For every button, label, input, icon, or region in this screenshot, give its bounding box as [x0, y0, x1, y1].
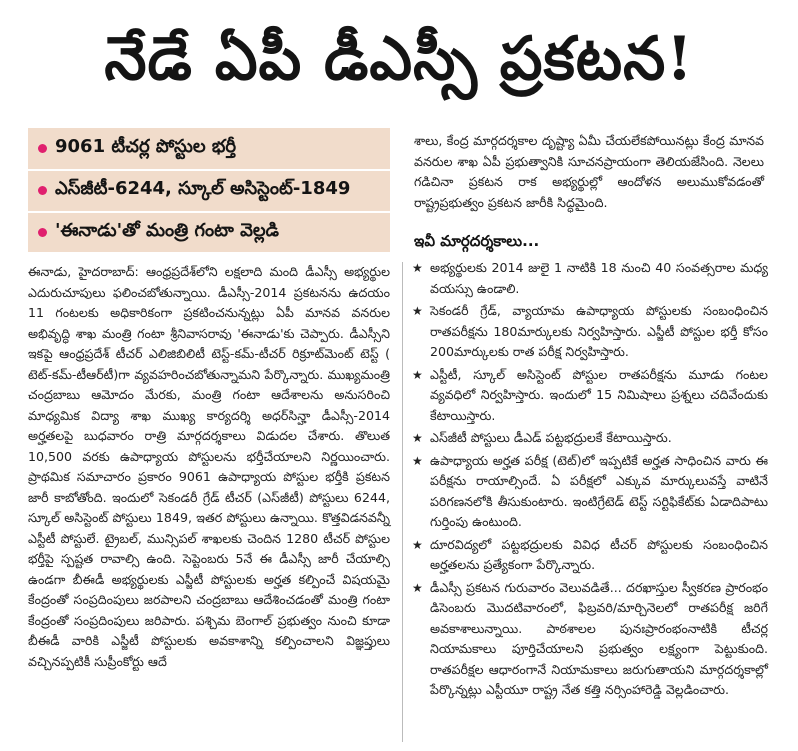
star-icon: ★ — [412, 431, 423, 445]
bullet-dot-icon — [38, 228, 47, 237]
star-icon: ★ — [412, 304, 423, 318]
highlight-text: ఎస్‌జీటీ-6244, స్కూల్ అసిస్టెంట్-1849 — [55, 177, 351, 199]
bullet-dot-icon — [38, 144, 47, 153]
guidelines-list — [412, 258, 768, 703]
guidelines-subheading: ఇవీ మార్గదర్శకాలు... — [414, 232, 540, 250]
guideline-item — [412, 258, 768, 299]
guideline-text: సెకండరీ గ్రేడ్, వ్యాయామ ఉపాధ్యాయ పోస్టులకు సంబంధించిన రాతపరీక్షను 180మార్కులకు నిర్వహిస్తారు. ఎస్జీటీ పోస్టుల భర్తీ కోసం 200మార్కులకు రాత పరీక్ష నిర్వహిస్తారు. — [430, 303, 768, 359]
highlight-item — [28, 212, 390, 252]
star-icon: ★ — [412, 453, 423, 468]
headline: నేడే ఏపీ డీఎస్సీ ప్రకటన! — [104, 24, 694, 94]
guideline-text: అభ్యర్థులకు 2014 జులై 1 నాటికి 18 నుంచి 40 సంవత్సరాల మధ్య వయస్సు ఉండాలి. — [430, 260, 768, 296]
highlight-text: 'ఈనాడు'తో మంత్రి గంటా వెల్లడి — [55, 219, 279, 241]
guideline-text: ఉపాధ్యాయ అర్హత పరీక్ష (టెట్)లో ఇప్పటికే అర్హత సాధించిన వారు ఈ పరీక్షను రాయాల్సిందే. ఏ పరీక్షలో ఎక్కువ మార్కులువస్తే వాటినే పరిగణనలోకి తీసుకుంటారు. ఇంటిగ్రేటెడ్ టెస్ట్ సర్టిఫికేట్‌కు ఏడాదిపాటు గుర్తింపు ఉంటుంది. — [430, 452, 768, 529]
highlight-text: 9061 టీచర్ల పోస్టుల భర్తీ — [55, 135, 237, 157]
guideline-text: దూరవిద్యలో పట్టభద్రులకు వివిధ టీచర్ పోస్టులకు సంబంధించిన అర్హతలను ప్రత్యేకంగా పేర్కొన్నారు. — [430, 536, 768, 572]
star-icon: ★ — [412, 580, 423, 595]
highlight-item — [28, 170, 390, 210]
guideline-item — [412, 578, 768, 701]
guideline-text: డీఎస్సీ ప్రకటన గురువారం వెలువడితే... దరఖాస్తుల స్వీకరణ ప్రారంభం డిసెంబరు మొదటివారంలో, ఫిబ్రవరి/మార్చినెలలో రాతపరీక్ష జరిగే అవకాశాలున్నాయి. పాఠశాలల పునఃప్రారంభంనాటికి టీచర్ల నియామకాలు పూర్తిచేయాలని ప్రభుత్వం లక్ష్యంగా పెట్టుకుంది. రాతపరీక్షల ఆధారంగానే నియామకాలు జరుగుతాయని మార్గదర్శకాల్లో పేర్కొన్నట్లు ఎస్టీయూ రాష్ట్ర నేత కత్తి నర్సింహారెడ్డి వెల్లడించారు. — [430, 579, 768, 697]
star-icon: ★ — [412, 367, 423, 382]
column-divider — [402, 262, 403, 742]
guideline-text: ఎస్‌జీటీ పోస్టులు డీఎడ్ పట్టభద్రులకే కేటాయిస్తారు. — [430, 430, 672, 445]
highlight-item — [28, 128, 390, 168]
guideline-item — [412, 451, 768, 533]
guideline-text: ఎస్టీటీ, స్కూల్ అసిస్టెంట్ పోస్టుల రాతపరీక్షను మూడు గంటల వ్యవధిలో నిర్వహిస్తారు. ఇందులో 15 నిమిషాలు ప్రశ్నలు చదివేందుకు కేటాయిస్తారు. — [430, 366, 768, 423]
guideline-item — [412, 365, 768, 427]
star-icon: ★ — [412, 261, 423, 275]
article-body-right: శాలు, కేంద్ర మార్గదర్శకాల దృష్ట్యా ఏమీ చేయలేకపోయినట్లు కేంద్ర మానవ వనరుల శాఖ ఏపీ ప్రభుత్వానికి సూచనప్రాయంగా తెలియజేసింది. నెలలు గడిచినా ప్రకటన రాక అభ్యర్థుల్లో ఆందోళన అలుముకోవడంతో రాష్ట్రప్రభుత్వం ప్రకటన జారీకి సిద్ధమైంది. — [414, 133, 764, 210]
guideline-item — [412, 535, 768, 576]
guideline-item — [412, 301, 768, 363]
guideline-item — [412, 428, 768, 449]
bullet-dot-icon — [38, 186, 47, 195]
highlights-box — [28, 128, 390, 252]
star-icon: ★ — [412, 537, 423, 552]
article-body-left: ఈనాడు, హైదరాబాద్: ఆంధ్రప్రదేశ్‌లోని లక్షలాది మంది డీఎస్సీ అభ్యర్థుల ఎదురుచూపులు ఫలించబోతున్నాయి. డీఎస్సీ-2014 ప్రకటనను ఉదయం 11 గంటలకు అధికారికంగా ప్రకటించనున్నట్లు ఏపీ మానవ వనరుల అభివృద్ధి శాఖ మంత్రి గంటా శ్రీనివాసరావు 'ఈనాడు'కు చెప్పారు. డీఎస్సీని ఇకపై ఆంధ్రప్రదేశ్ టీచర్ ఎలిజిబిలిటీ టెస్ట్-కమ్-టీచర్ రిక్రూట్‌మెంట్ టెస్ట్ ( టెట్-కమ్-టీఆర్‌టీ)గా వ్యవహరించబోతున్నామని పేర్కొన్నారు. ముఖ్యమంత్రి చంద్రబాబు ఆమోదం మేరకు, మంత్రి గంటా ఆదేశాలను అనుసరించి మాధ్యమిక విద్యా శాఖ ముఖ్య కార్యదర్శి అధర్‌సిన్హా డీఎస్సీ-2014 అర్హతలపై బుధవారం రాత్రి మార్గదర్శకాలు విడుదల చేశారు. తొలుత 10,500 వరకు ఉపాధ్యాయ పోస్టులను భర్తీచేయాలని నిర్ణయించారు. ప్రాథమిక సమాచారం ప్రకారం 9061 ఉపాధ్యాయ పోస్టుల భర్తీకి ప్రకటన జారీ కాబోతోంది. ఇందులో సెకండరీ గ్రేడ్ టీచర్ (ఎస్‌జీటీ) పోస్టులు 6244, స్కూల్ అసిస్టెంట్ పోస్టులు 1849, ఇతర పోస్టులు ఉన్నాయి. కొత్తవిడనవన్నీ ఎస్టీటీ పోస్టులే. ట్రైబల్, మున్సిపల్ శాఖలకు చెందిన 1280 టీచర్ పోస్టుల భర్తీపై స్పష్టత రావాల్సి ఉంది. సెప్టెంబరు 5నే ఈ డీఎస్సీ జారీ చేయాల్సి ఉండగా బీఈడీ అభ్యర్థులకు ఎస్జీటీ పోస్టులకు అర్హత కల్పించే విషయమై కేంద్రంతో సంప్రదింపులు జరపాలని చంద్రబాబు ఆదేశించడంతో మంత్రి గంటా కేంద్రంతో సంప్రదింపులు జరిపారు. పశ్చిమ బెంగాల్ ప్రభుత్వం నుంచి కూడా బీఈడీ వారికి ఎస్జీటీ పోస్టులకు అవకాశాన్ని కల్పించాలని విజ్ఞప్తులు వచ్చినప్పటికీ సుప్రీంకోర్టు ఆదే — [28, 264, 390, 669]
